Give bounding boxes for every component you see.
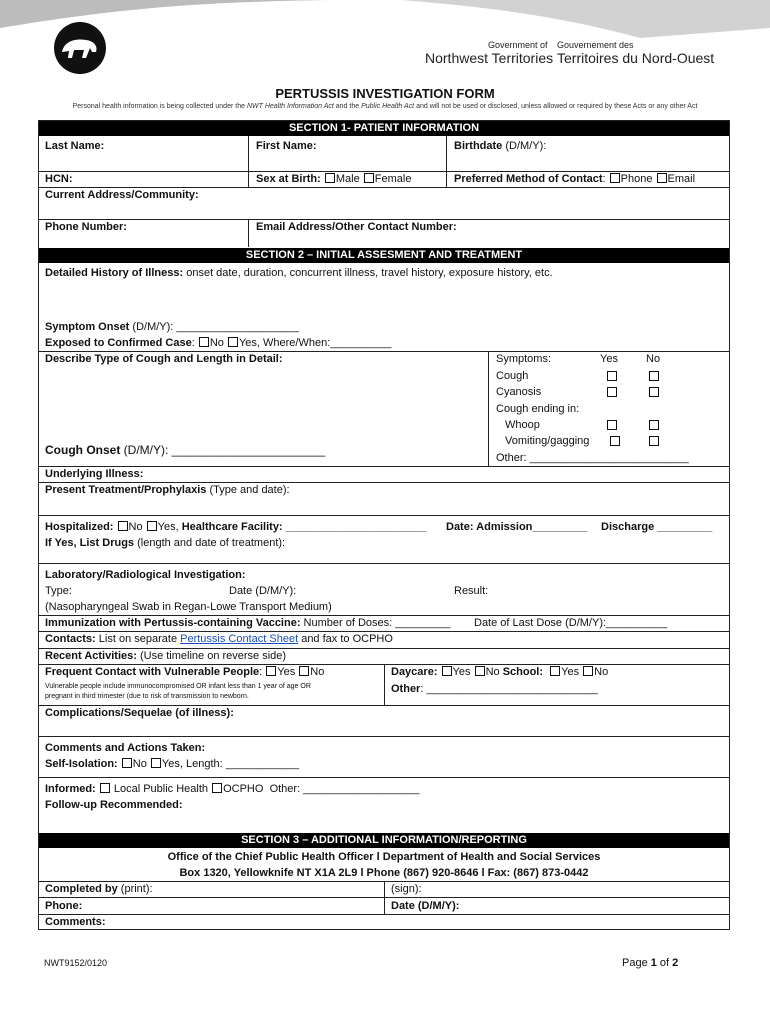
email-label: Email Address/Other Contact Number: <box>256 221 457 233</box>
informed-row: Informed: Local Public Health OCPHO Other: ___________________ <box>45 783 420 795</box>
header-swoosh-right <box>400 0 770 38</box>
cyanosis-yes-checkbox[interactable] <box>607 387 617 397</box>
exposed-yes-checkbox[interactable] <box>228 337 238 347</box>
whoop-yes-checkbox[interactable] <box>607 420 617 430</box>
history-of-illness: Detailed History of Illness: onset date, duration, concurrent illness, travel history, exposure history, etc. <box>45 267 553 279</box>
cough-description-label: Describe Type of Cough and Length in Detail: <box>45 353 283 365</box>
vulnerable-contact: Frequent Contact with Vulnerable People: Yes No <box>45 666 325 678</box>
immunization-row: Immunization with Pertussis-containing Vaccine: Number of Doses: _________ <box>45 617 451 629</box>
lab-result: Result: <box>454 585 489 597</box>
privacy-notice: Personal health information is being collected under the NWT Health Information Act and the Public Health Act and will not be used or disclosed, unless allowed or required by these Acts or any other Act <box>72 103 698 110</box>
self-isolation: Self-Isolation: No Yes, Length: ____________ <box>45 758 300 770</box>
present-treatment: Present Treatment/Prophylaxis (Type and date): <box>45 484 290 496</box>
underlying-illness-label: Underlying Illness: <box>45 468 144 480</box>
gov-fr-small: Gouvernement des <box>557 40 634 50</box>
date-label: Date (D/M/Y): <box>391 900 460 912</box>
male-checkbox[interactable] <box>325 173 335 183</box>
follow-up-label: Follow-up Recommended: <box>45 799 183 811</box>
symptoms-no-header: No <box>646 353 661 365</box>
school-yes-checkbox[interactable] <box>550 666 560 676</box>
vuln-no-checkbox[interactable] <box>299 666 309 676</box>
symptom-other[interactable]: Other: __________________________ <box>496 452 689 464</box>
preferred-contact: Preferred Method of Contact: Phone Email <box>454 173 696 185</box>
vuln-yes-checkbox[interactable] <box>266 666 276 676</box>
gov-en-big: Northwest Territories <box>425 50 554 66</box>
isolation-yes-checkbox[interactable] <box>151 758 161 768</box>
symptom-cough: Cough <box>496 370 529 382</box>
sex-at-birth: Sex at Birth: Male Female <box>256 173 412 185</box>
completed-by: Completed by (print): <box>45 883 153 895</box>
symptoms-yes-header: Yes <box>600 353 618 365</box>
phone-checkbox[interactable] <box>610 173 620 183</box>
cough-no-checkbox[interactable] <box>649 371 659 381</box>
symptom-cough-ending: Cough ending in: <box>496 403 580 415</box>
contacts-row: Contacts: List on separate Pertussis Contact Sheet and fax to OCPHO <box>45 633 393 645</box>
exposed-no-checkbox[interactable] <box>199 337 209 347</box>
symptom-whoop: Whoop <box>505 419 540 431</box>
exposed-to-case: Exposed to Confirmed Case: No Yes, Where/When:__________ <box>45 337 392 349</box>
vulnerable-note-1: Vulnerable people include immunocompromised OR infant less than 1 year of age OR <box>45 683 311 690</box>
school-no-checkbox[interactable] <box>583 666 593 676</box>
vulnerable-note-2: pregnant in third trimester (due to risk of transmission to newborn. <box>45 693 249 700</box>
other-activity: Other: ____________________________ <box>391 683 598 695</box>
gov-en-small: Government of <box>488 40 548 50</box>
header-swoosh-left <box>0 0 330 28</box>
office-address: Box 1320, Yellowknife NT X1A 2L9 l Phone (867) 920-8646 l Fax: (867) 873-0442 <box>179 867 589 879</box>
symptom-onset: Symptom Onset (D/M/Y): ____________________ <box>45 321 299 333</box>
section1-header: SECTION 1- PATIENT INFORMATION <box>39 121 729 136</box>
hosp-yes-checkbox[interactable] <box>147 521 157 531</box>
first-name-label: First Name: <box>256 140 317 152</box>
hospitalized-row: Hospitalized: No Yes, Healthcare Facility: _______________________ <box>45 521 427 533</box>
daycare-school-row: Daycare: Yes No School: Yes No <box>391 666 609 678</box>
female-checkbox[interactable] <box>364 173 374 183</box>
daycare-no-checkbox[interactable] <box>475 666 485 676</box>
cough-yes-checkbox[interactable] <box>607 371 617 381</box>
symptoms-header: Symptoms: <box>496 353 552 365</box>
contact-sheet-link[interactable]: Pertussis Contact Sheet <box>180 633 299 645</box>
section3-header: SECTION 3 – ADDITIONAL INFORMATION/REPORTING <box>39 833 729 848</box>
complications-label: Complications/Sequelae (of illness): <box>45 707 234 719</box>
lab-date: Date (D/M/Y): <box>229 585 297 597</box>
last-dose-date: Date of Last Dose (D/M/Y):__________ <box>474 617 668 629</box>
vomiting-no-checkbox[interactable] <box>649 436 659 446</box>
symptom-cyanosis: Cyanosis <box>496 386 542 398</box>
admission-date: Date: Admission_________ <box>446 521 588 533</box>
daycare-yes-checkbox[interactable] <box>442 666 452 676</box>
hosp-no-checkbox[interactable] <box>118 521 128 531</box>
whoop-no-checkbox[interactable] <box>649 420 659 430</box>
phone-number-label: Phone Number: <box>45 221 127 233</box>
phone-label: Phone: <box>45 900 83 912</box>
symptom-vomiting: Vomiting/gagging <box>505 435 590 447</box>
address-label: Current Address/Community: <box>45 189 199 201</box>
form-code: NWT9152/0120 <box>44 958 108 968</box>
birthdate-field[interactable]: Birthdate (D/M/Y): <box>454 140 547 152</box>
email-checkbox[interactable] <box>657 173 667 183</box>
lab-investigation-label: Laboratory/Radiological Investigation: <box>45 569 246 581</box>
isolation-no-checkbox[interactable] <box>122 758 132 768</box>
form-body <box>38 120 730 930</box>
cyanosis-no-checkbox[interactable] <box>649 387 659 397</box>
office-name: Office of the Chief Public Health Officer l Department of Health and Social Services <box>167 851 601 863</box>
list-drugs: If Yes, List Drugs (length and date of treatment): <box>45 537 286 549</box>
form-title: PERTUSSIS INVESTIGATION FORM <box>275 86 495 101</box>
vomiting-yes-checkbox[interactable] <box>610 436 620 446</box>
swab-note: (Nasopharyngeal Swab in Regan-Lowe Transport Medium) <box>45 601 332 613</box>
page-number: Page 1 of 2 <box>622 957 679 969</box>
comments-label: Comments: <box>45 916 106 928</box>
recent-activities: Recent Activities: (Use timeline on reverse side) <box>45 650 287 662</box>
sign-field: (sign): <box>391 883 422 895</box>
comments-actions-label: Comments and Actions Taken: <box>45 742 206 754</box>
hcn-label: HCN: <box>45 173 73 185</box>
discharge-date: Discharge _________ <box>601 521 713 533</box>
section2-header: SECTION 2 – INITIAL ASSESMENT AND TREATMENT <box>39 248 729 263</box>
cough-onset: Cough Onset (D/M/Y): _______________________ <box>45 443 326 457</box>
lab-type: Type: <box>45 585 72 597</box>
header-graphic <box>0 0 770 80</box>
local-health-checkbox[interactable] <box>100 783 110 793</box>
gov-fr-big: Territoires du Nord-Ouest <box>557 50 715 66</box>
last-name-label: Last Name: <box>45 140 105 152</box>
ocpho-checkbox[interactable] <box>212 783 222 793</box>
